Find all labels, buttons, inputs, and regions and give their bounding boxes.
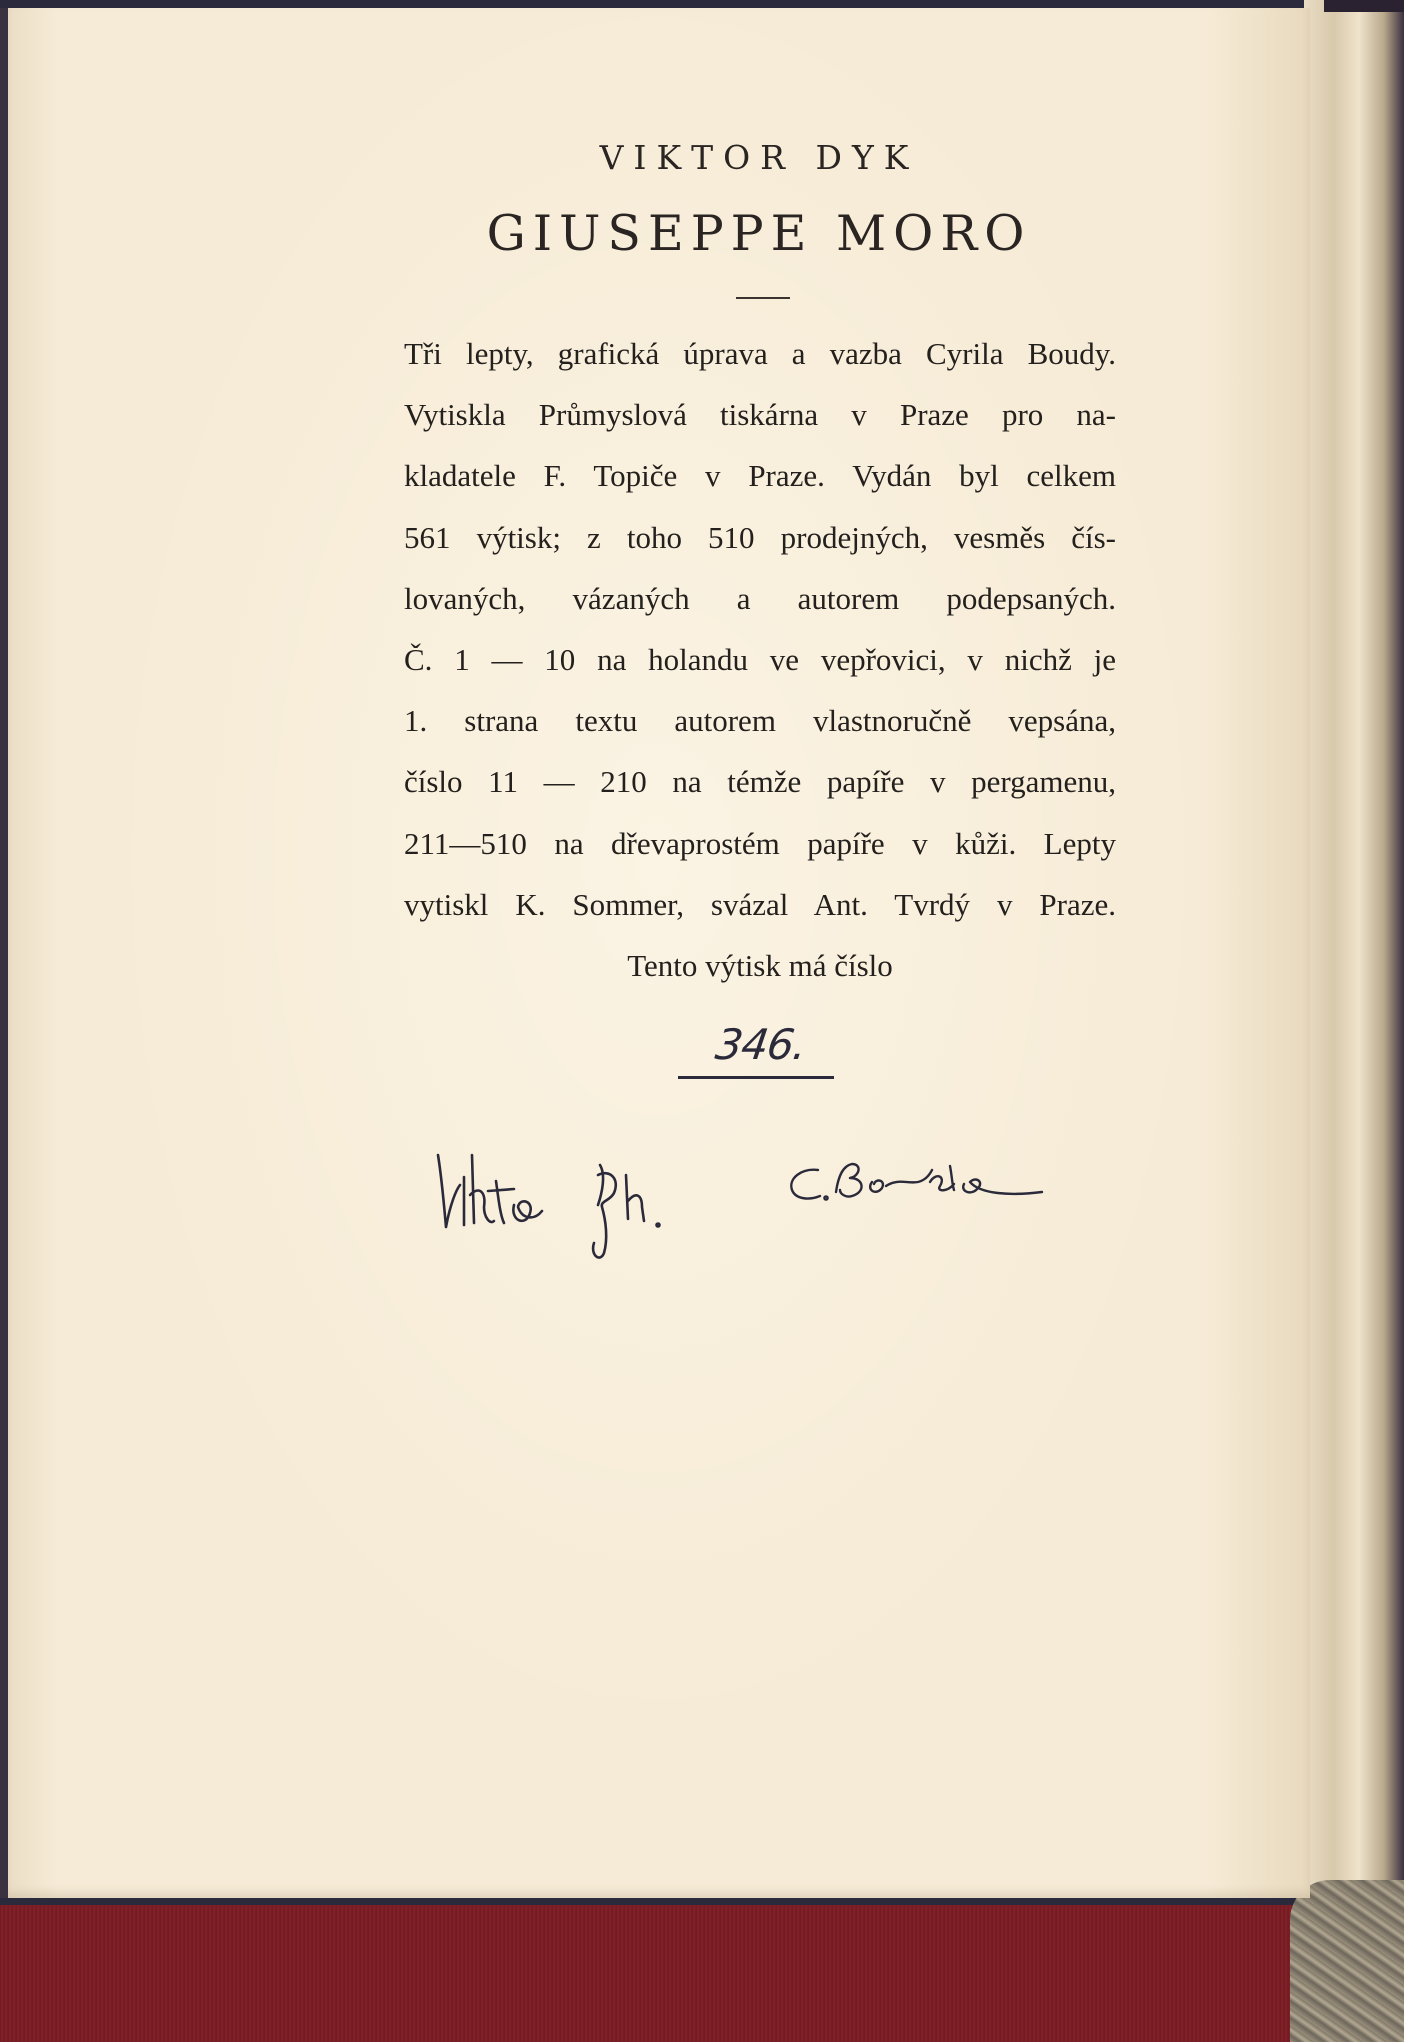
handwritten-copy-number: 346.: [712, 1020, 809, 1069]
author-signature: [430, 1135, 710, 1265]
book-title: GIUSEPPE MORO: [486, 205, 1032, 262]
colophon-line: 561 výtisk; z toho 510 prodejných, vesměs čís-: [404, 519, 1116, 555]
headband-thread: [1290, 1880, 1404, 2042]
colophon-line: lovaných, vázaných a autorem podepsaných.: [404, 580, 1116, 616]
colophon-text: [404, 323, 1116, 996]
colophon-line: Tři lepty, grafická úprava a vazba Cyrila Boudy.: [404, 336, 1116, 371]
colophon-line: číslo 11 — 210 na témže papíře v pergamenu,: [404, 764, 1116, 800]
copy-number-label: Tento výtisk má číslo: [627, 948, 893, 984]
copy-number-underline: [678, 1076, 834, 1079]
designer-signature: [780, 1148, 1050, 1228]
cloth-backdrop: [0, 1905, 1404, 2042]
colophon-line: Vytiskla Průmyslová tiskárna v Praze pro na-: [404, 397, 1116, 433]
title-rule: [736, 297, 790, 299]
binding-edge: [0, 8, 8, 1898]
colophon-line: kladatele F. Topiče v Praze. Vydán byl celkem: [404, 458, 1116, 494]
board-corner: [1324, 0, 1404, 12]
colophon-line: Č. 1 — 10 na holandu ve vepřovici, v nichž je: [404, 642, 1116, 678]
colophon-line: vytiskl K. Sommer, svázal Ant. Tvrdý v Praze.: [404, 886, 1116, 922]
author-name: VIKTOR DYK: [599, 138, 919, 177]
page-fore-edge: [1304, 0, 1404, 1912]
colophon-line: 211—510 na dřevaprostém papíře v kůži. Lepty: [404, 825, 1116, 861]
colophon-line: 1. strana textu autorem vlastnoručně vepsána,: [404, 703, 1116, 739]
